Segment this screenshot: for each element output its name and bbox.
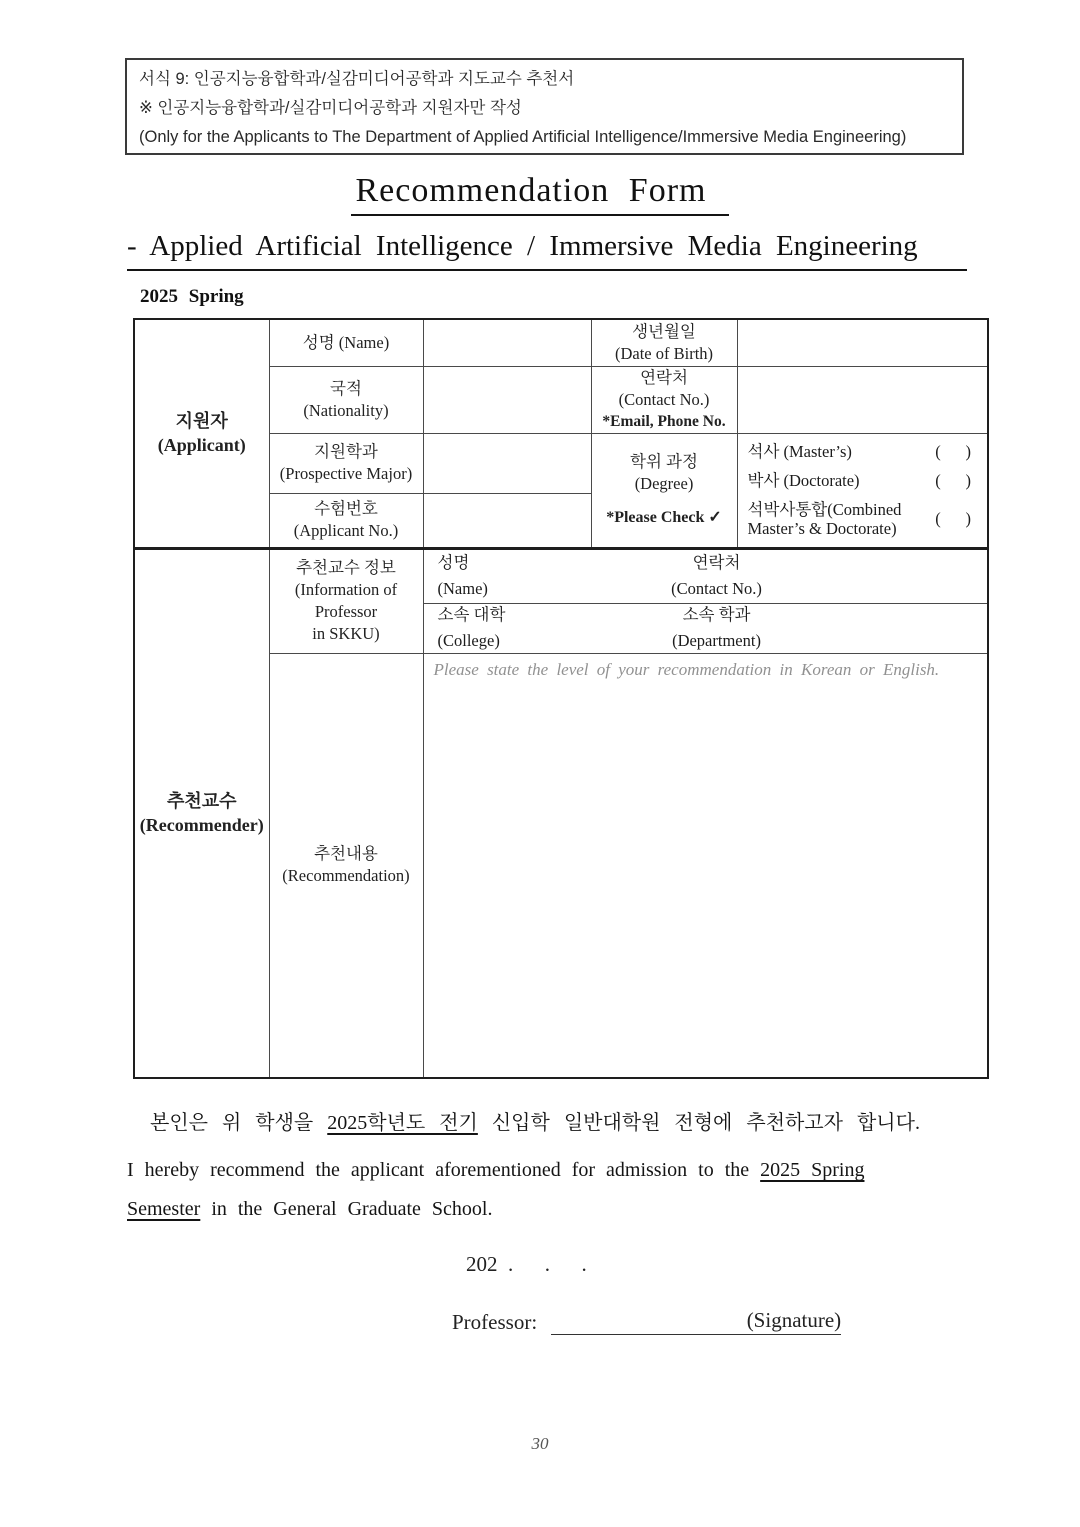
major-input[interactable] xyxy=(423,433,591,493)
contact-label-ko: 연락처 xyxy=(640,367,688,387)
dob-label xyxy=(591,319,737,366)
recommendation-label xyxy=(269,653,423,1078)
appno-input[interactable] xyxy=(423,493,591,548)
degree-label-en: (Degree) xyxy=(634,474,694,493)
nationality-label xyxy=(269,366,423,433)
recommendation-label-ko: 추천내용 xyxy=(314,844,378,864)
contact-input[interactable] xyxy=(737,366,988,433)
major-label-ko: 지원학과 xyxy=(314,442,378,461)
appno-label-en: (Applicant No.) xyxy=(293,521,399,540)
recommender-section-en: (Recommender) xyxy=(139,815,264,836)
notice-line-ko-note: ※ 인공지능융합학과/실감미디어공학과 지원자만 작성 xyxy=(139,99,522,117)
dob-label-en: (Date of Birth) xyxy=(614,343,714,363)
degree-options xyxy=(737,433,988,548)
statement-en-pre: I hereby recommend the applicant aforementioned for admission to the xyxy=(127,1159,761,1181)
recommender-section-label xyxy=(134,548,269,1078)
professor-info-label xyxy=(269,548,423,653)
college-label-ko: 소속 대학 xyxy=(437,605,506,624)
dob-input[interactable] xyxy=(737,319,988,366)
signature-blank-line[interactable] xyxy=(551,1308,841,1335)
masters-label: 석사 (Master’s) xyxy=(747,442,852,462)
combined-label-line1: 석박사통합(Combined xyxy=(747,499,902,519)
date-line[interactable]: 202 . . . xyxy=(466,1252,587,1276)
contact-label-note: *Email, Phone No. xyxy=(602,412,726,430)
statement-ko-pre: 본인은 위 학생을 xyxy=(150,1112,328,1134)
recommendation-label-en: (Recommendation) xyxy=(282,866,410,886)
applicant-name-label: 성명 (Name) xyxy=(269,319,423,366)
contact-label-en: (Contact No.) xyxy=(618,389,710,409)
signature-label: (Signature) xyxy=(746,1308,842,1332)
major-label xyxy=(269,433,423,493)
nationality-label-ko: 국적 xyxy=(330,378,362,398)
statement-en-underline2: Semester xyxy=(127,1198,201,1220)
professor-name-en: (Name) xyxy=(437,579,488,598)
statement-english xyxy=(127,1151,971,1229)
applicant-section-ko: 지원자 xyxy=(175,411,228,432)
combined-label-line2: Master’s & Doctorate) xyxy=(747,518,897,538)
professor-contact-ko: 연락처 xyxy=(692,553,741,572)
notice-box xyxy=(125,58,964,155)
professor-label: Professor: xyxy=(452,1310,538,1334)
professor-name-contact-row[interactable] xyxy=(423,548,988,603)
college-label xyxy=(438,602,506,654)
statement-korean xyxy=(127,1106,971,1135)
applicant-section-en: (Applicant) xyxy=(157,435,246,456)
degree-option-combined xyxy=(738,500,988,538)
combined-label xyxy=(748,500,902,538)
contact-label xyxy=(591,366,737,433)
applicant-name-input[interactable] xyxy=(423,319,591,366)
college-department-row[interactable] xyxy=(423,603,988,653)
degree-option-doctorate xyxy=(738,471,988,490)
page-title: Recommendation Form xyxy=(351,172,728,216)
degree-label-ko: 학위 과정 xyxy=(630,452,698,471)
page-number: 30 xyxy=(531,1434,549,1453)
professor-info-line2: (Information of xyxy=(294,580,398,599)
statement-en-underline1: 2025 Spring xyxy=(760,1159,865,1181)
statement-ko-underline: 2025학년도 전기 xyxy=(327,1112,478,1134)
professor-info-line1: 추천교수 정보 xyxy=(296,558,396,577)
nationality-input[interactable] xyxy=(423,366,591,433)
major-label-en: (Prospective Major) xyxy=(279,464,413,483)
professor-signature-row xyxy=(452,1308,841,1335)
doctorate-label: 박사 (Doctorate) xyxy=(747,470,860,490)
professor-info-line4: in SKKU) xyxy=(312,624,380,643)
degree-check-note: *Please Check ✓ xyxy=(606,509,722,526)
degree-option-masters xyxy=(738,442,988,461)
statement-ko-post: 신입학 일반대학원 전형에 추천하고자 합니다. xyxy=(477,1112,920,1134)
professor-name-label xyxy=(438,550,488,602)
notice-line-en: (Only for the Applicants to The Department of Applied Artificial Intelligence/Immersive Media Engineering) xyxy=(139,128,907,146)
department-label xyxy=(672,602,761,654)
college-label-en: (College) xyxy=(437,631,500,650)
masters-check-box[interactable]: ( ) xyxy=(935,442,971,462)
professor-contact-en: (Contact No.) xyxy=(671,579,762,598)
department-label-ko: 소속 학과 xyxy=(682,605,751,624)
degree-label xyxy=(591,433,737,548)
doctorate-check-box[interactable]: ( ) xyxy=(935,470,971,490)
professor-info-line3: Professor xyxy=(314,602,378,621)
statement-block xyxy=(127,1106,971,1229)
page-subtitle: - Applied Artificial Intelligence / Immersive Media Engineering xyxy=(127,230,967,271)
statement-en-post: in the General Graduate School. xyxy=(200,1198,493,1220)
appno-label-ko: 수험번호 xyxy=(314,499,378,518)
recommendation-text-area[interactable] xyxy=(423,653,988,1078)
recommender-section-ko: 추천교수 xyxy=(166,791,237,812)
appno-label xyxy=(269,493,423,548)
notice-line-ko-title: 서식 9: 인공지능융합학과/실감미디어공학과 지도교수 추천서 xyxy=(139,70,575,88)
semester-label: 2025 Spring xyxy=(140,286,244,307)
nationality-label-en: (Nationality) xyxy=(303,400,389,420)
recommendation-hint: Please state the level of your recommendation in Korean or English. xyxy=(433,659,940,679)
dob-label-ko: 생년월일 xyxy=(632,321,696,341)
page-title-wrap xyxy=(0,172,1080,216)
professor-contact-label xyxy=(671,550,762,602)
form-table xyxy=(133,318,989,1079)
applicant-section-label xyxy=(134,319,269,548)
professor-name-ko: 성명 xyxy=(437,553,470,572)
combined-check-box[interactable]: ( ) xyxy=(935,509,971,529)
department-label-en: (Department) xyxy=(672,631,761,650)
